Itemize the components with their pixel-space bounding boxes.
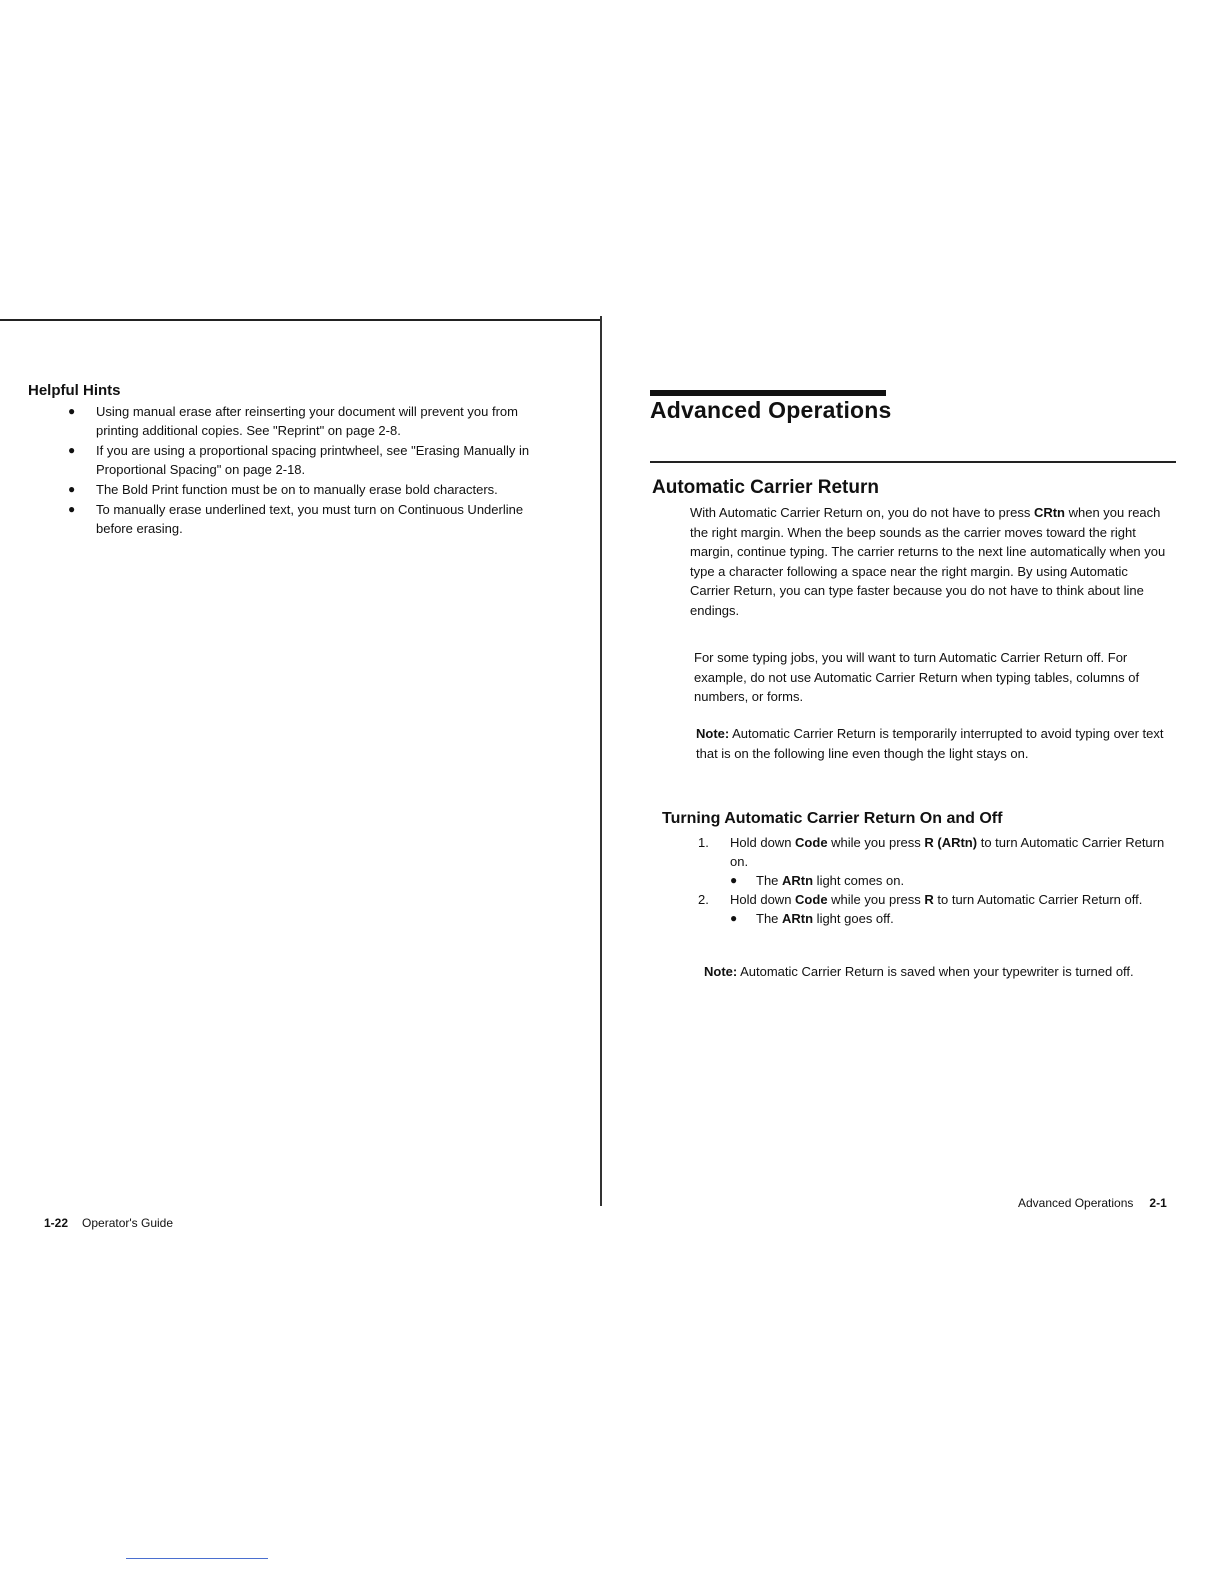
bullet-icon: ● <box>730 873 738 887</box>
step-1: 1. Hold down Code while you press R (ARtn) to turn Automatic Carrier Return on. <box>698 835 1165 869</box>
sub-heading: Turning Automatic Carrier Return On and Off <box>662 810 1003 827</box>
paragraph-usage: For some typing jobs, you will want to turn Automatic Carrier Return off. For example, do not use Automatic Carrier Return when typing tables, columns of numbers, or forms. <box>694 650 1140 704</box>
page-title: Advanced Operations <box>650 397 892 423</box>
list-item: ● To manually erase underlined text, you must turn on Continuous Underline before erasing. <box>68 502 524 536</box>
page-gutter <box>600 316 602 1206</box>
right-page-number: 2-1 <box>1149 1196 1167 1210</box>
section-heading: Automatic Carrier Return <box>652 477 879 498</box>
section-rule <box>650 461 1176 463</box>
paragraph-intro: With Automatic Carrier Return on, you do not have to press CRtn when you reach the right margin. When the beep sounds as the carrier moves toward the right margin, continue typing. The carrier returns to the next line automatically when you type a character following a space near the right margin. By using Automatic Carrier Return, you can type faster because you do not have to think about line endings. <box>690 505 1166 618</box>
key-crtn: CRtn <box>1033 505 1065 520</box>
list-item: ● The Bold Print function must be on to manually erase bold characters. <box>68 482 498 497</box>
top-rule <box>0 319 600 321</box>
step-2: 2. Hold down Code while you press R to turn Automatic Carrier Return off. <box>698 892 1143 907</box>
bullet-icon: ● <box>68 443 76 457</box>
list-item: ● If you are using a proportional spacing printwheel, see "Erasing Manually in Proportional Spacing" on page 2-18. <box>68 443 530 477</box>
list-item: ● Using manual erase after reinserting your document will prevent you from printing additional copies. See "Reprint" on page 2-8. <box>68 404 518 438</box>
step-2-result: ● The ARtn light goes off. <box>730 911 894 926</box>
bullet-icon: ● <box>68 482 76 496</box>
left-page-number: 1-22 <box>44 1216 69 1230</box>
left-footer <box>44 1216 173 1230</box>
title-bar <box>650 390 886 396</box>
step-1-result: ● The ARtn light comes on. <box>730 873 905 888</box>
scan-artifact-line <box>126 1558 268 1559</box>
note-interrupt: Note: Automatic Carrier Return is temporarily interrupted to avoid typing over text that is on the following line even though the light stays on. <box>696 726 1164 761</box>
bullet-icon: ● <box>68 404 76 418</box>
bullet-icon: ● <box>730 911 738 925</box>
left-footer-title: Operator's Guide <box>82 1216 174 1230</box>
bullet-icon: ● <box>68 502 76 516</box>
steps-list <box>698 833 1168 928</box>
hints-list <box>64 402 554 539</box>
right-footer-title: Advanced Operations <box>1018 1196 1134 1210</box>
note-saved: Note: Automatic Carrier Return is saved when your typewriter is turned off. <box>704 964 1134 979</box>
helpful-hints-heading: Helpful Hints <box>28 382 121 399</box>
right-footer <box>1018 1196 1167 1210</box>
